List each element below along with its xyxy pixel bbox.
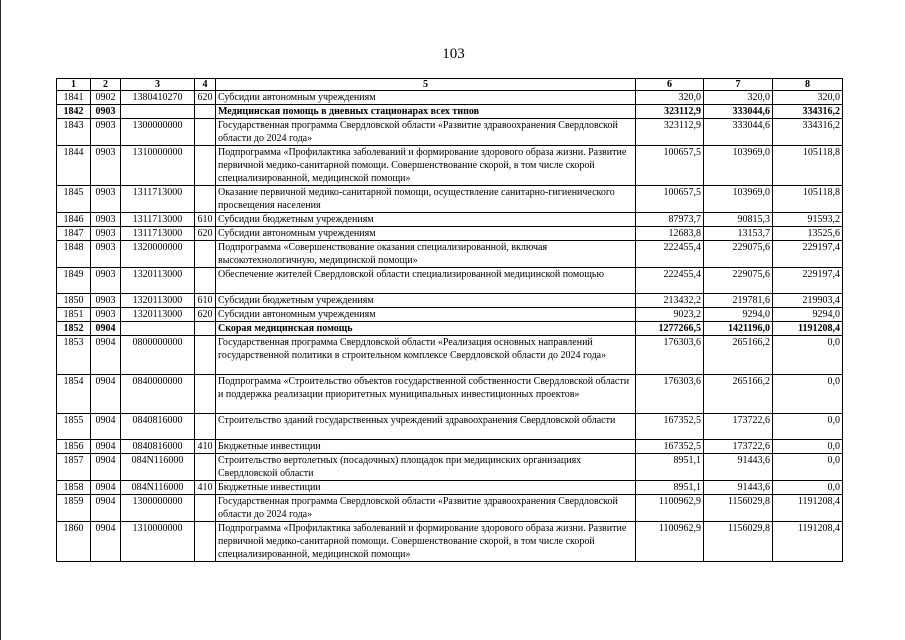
item-name: Бюджетные инвестиции [216,481,636,495]
amount-year-2: 13153,7 [704,227,773,241]
amount-year-1: 320,0 [636,91,704,105]
amount-year-1: 176303,6 [636,336,704,375]
row-number: 1842 [57,105,91,119]
amount-year-2: 229075,6 [704,268,773,294]
expense-type-code: 620 [195,308,216,322]
section-code: 0904 [91,375,121,414]
amount-year-3: 229197,4 [773,241,843,268]
item-name: Строительство вертолетных (посадочных) площадок при медицинских организациях Свердловской области [216,454,636,481]
amount-year-1: 1100962,9 [636,522,704,562]
row-number: 1852 [57,322,91,336]
section-code: 0903 [91,308,121,322]
table-row [57,91,843,105]
amount-year-1: 1100962,9 [636,495,704,522]
amount-year-1: 176303,6 [636,375,704,414]
amount-year-2: 229075,6 [704,241,773,268]
amount-year-1: 222455,4 [636,268,704,294]
amount-year-1: 167352,5 [636,440,704,454]
amount-year-3: 91593,2 [773,213,843,227]
column-header: 7 [704,79,773,91]
amount-year-2: 265166,2 [704,375,773,414]
amount-year-3: 0,0 [773,336,843,375]
expense-type-code [195,119,216,146]
expense-type-code: 610 [195,213,216,227]
amount-year-3: 0,0 [773,481,843,495]
column-header: 4 [195,79,216,91]
item-name: Бюджетные инвестиции [216,440,636,454]
amount-year-2: 333044,6 [704,105,773,119]
expense-type-code: 410 [195,481,216,495]
target-article-code: 084N116000 [121,454,195,481]
target-article-code: 1380410270 [121,91,195,105]
target-article-code: 1300000000 [121,495,195,522]
section-code: 0903 [91,268,121,294]
amount-year-2: 173722,6 [704,414,773,440]
section-code: 0902 [91,91,121,105]
item-name: Строительство зданий государственных учреждений здравоохранения Свердловской области [216,414,636,440]
amount-year-1: 100657,5 [636,186,704,213]
section-code: 0903 [91,105,121,119]
amount-year-2: 103969,0 [704,146,773,186]
row-number: 1856 [57,440,91,454]
expense-type-code: 610 [195,294,216,308]
target-article-code: 1320113000 [121,268,195,294]
amount-year-3: 334316,2 [773,119,843,146]
target-article-code: 1320000000 [121,241,195,268]
row-number: 1847 [57,227,91,241]
expense-type-code [195,241,216,268]
item-name: Подпрограмма «Строительство объектов государственной собственности Свердловской области и поддержка реализации приоритетных муниципальных инвестиционных проектов» [216,375,636,414]
expense-type-code: 410 [195,440,216,454]
amount-year-2: 219781,6 [704,294,773,308]
row-number: 1851 [57,308,91,322]
amount-year-2: 320,0 [704,91,773,105]
section-code: 0903 [91,146,121,186]
row-number: 1855 [57,414,91,440]
amount-year-2: 91443,6 [704,454,773,481]
target-article-code: 1320113000 [121,308,195,322]
column-header: 1 [57,79,91,91]
amount-year-3: 1191208,4 [773,522,843,562]
amount-year-2: 1421196,0 [704,322,773,336]
table-row [57,481,843,495]
row-number: 1853 [57,336,91,375]
amount-year-1: 323112,9 [636,105,704,119]
table-header-row [57,79,843,91]
target-article-code: 1320113000 [121,294,195,308]
row-number: 1841 [57,91,91,105]
amount-year-3: 105118,8 [773,146,843,186]
section-code: 0903 [91,119,121,146]
item-name: Субсидии автономным учреждениям [216,308,636,322]
column-header: 5 [216,79,636,91]
item-name: Субсидии бюджетным учреждениям [216,213,636,227]
section-code: 0904 [91,440,121,454]
amount-year-1: 222455,4 [636,241,704,268]
amount-year-3: 0,0 [773,440,843,454]
amount-year-1: 323112,9 [636,119,704,146]
table-row [57,414,843,440]
amount-year-2: 333044,6 [704,119,773,146]
expense-type-code [195,336,216,375]
item-name: Субсидии автономным учреждениям [216,227,636,241]
target-article-code: 1310000000 [121,146,195,186]
row-number: 1845 [57,186,91,213]
expense-type-code [195,268,216,294]
amount-year-2: 1156029,8 [704,495,773,522]
column-header: 3 [121,79,195,91]
target-article-code: 084N116000 [121,481,195,495]
row-number: 1849 [57,268,91,294]
amount-year-1: 9023,2 [636,308,704,322]
section-code: 0904 [91,454,121,481]
item-name: Государственная программа Свердловской области «Реализация основных направлений государственной политики в строительном комплексе Свердловской области до 2024 года» [216,336,636,375]
item-name: Скорая медицинская помощь [216,322,636,336]
table-row [57,146,843,186]
target-article-code: 1310000000 [121,522,195,562]
target-article-code: 1311713000 [121,213,195,227]
column-header: 6 [636,79,704,91]
expense-type-code: 620 [195,91,216,105]
section-code: 0904 [91,322,121,336]
row-number: 1846 [57,213,91,227]
item-name: Обеспечение жителей Свердловской области специализированной медицинской помощью [216,268,636,294]
table-row [57,336,843,375]
amount-year-1: 167352,5 [636,414,704,440]
expense-type-code [195,454,216,481]
table-row [57,268,843,294]
expense-type-code [195,495,216,522]
expense-type-code [195,375,216,414]
table-row [57,308,843,322]
row-number: 1843 [57,119,91,146]
item-name: Субсидии бюджетным учреждениям [216,294,636,308]
amount-year-2: 91443,6 [704,481,773,495]
expense-type-code [195,105,216,119]
item-name: Субсидии автономным учреждениям [216,91,636,105]
amount-year-1: 87973,7 [636,213,704,227]
target-article-code: 0840816000 [121,440,195,454]
column-header: 2 [91,79,121,91]
section-code: 0904 [91,481,121,495]
target-article-code [121,105,195,119]
item-name: Подпрограмма «Профилактика заболеваний и формирование здорового образа жизни. Развитие первичной медико-санитарной помощи. Совершенствование скорой, в том числе скорой специализированной, медицинской помощи» [216,146,636,186]
table-row [57,241,843,268]
amount-year-3: 1191208,4 [773,322,843,336]
amount-year-3: 229197,4 [773,268,843,294]
table-row [57,322,843,336]
expense-type-code [195,522,216,562]
column-header: 8 [773,79,843,91]
amount-year-2: 9294,0 [704,308,773,322]
table-row [57,119,843,146]
section-code: 0903 [91,213,121,227]
amount-year-1: 12683,8 [636,227,704,241]
row-number: 1850 [57,294,91,308]
budget-table [56,78,843,562]
section-code: 0903 [91,186,121,213]
amount-year-3: 320,0 [773,91,843,105]
row-number: 1844 [57,146,91,186]
table-row [57,186,843,213]
expense-type-code [195,414,216,440]
expense-type-code [195,322,216,336]
target-article-code [121,322,195,336]
amount-year-3: 0,0 [773,375,843,414]
amount-year-2: 103969,0 [704,186,773,213]
item-name: Подпрограмма «Профилактика заболеваний и формирование здорового образа жизни. Развитие первичной медико-санитарной помощи. Совершенствование скорой, в том числе скорой специализированной, медицинской помощи» [216,522,636,562]
target-article-code: 0840000000 [121,375,195,414]
table-row [57,227,843,241]
row-number: 1859 [57,495,91,522]
amount-year-3: 219903,4 [773,294,843,308]
amount-year-3: 9294,0 [773,308,843,322]
amount-year-3: 0,0 [773,414,843,440]
amount-year-1: 100657,5 [636,146,704,186]
amount-year-2: 90815,3 [704,213,773,227]
item-name: Государственная программа Свердловской области «Развитие здравоохранения Свердловской области до 2024 года» [216,495,636,522]
amount-year-1: 213432,2 [636,294,704,308]
target-article-code: 1311713000 [121,186,195,213]
target-article-code: 0840816000 [121,414,195,440]
section-code: 0904 [91,336,121,375]
amount-year-3: 13525,6 [773,227,843,241]
amount-year-2: 265166,2 [704,336,773,375]
row-number: 1858 [57,481,91,495]
item-name: Государственная программа Свердловской области «Развитие здравоохранения Свердловской области до 2024 года» [216,119,636,146]
section-code: 0903 [91,241,121,268]
amount-year-3: 105118,8 [773,186,843,213]
item-name: Медицинская помощь в дневных стационарах всех типов [216,105,636,119]
row-number: 1854 [57,375,91,414]
table-row [57,294,843,308]
table-row [57,375,843,414]
amount-year-3: 1191208,4 [773,495,843,522]
table-row [57,213,843,227]
amount-year-3: 0,0 [773,454,843,481]
section-code: 0904 [91,414,121,440]
row-number: 1860 [57,522,91,562]
table-row [57,105,843,119]
table-row [57,454,843,481]
row-number: 1848 [57,241,91,268]
target-article-code: 1300000000 [121,119,195,146]
amount-year-3: 334316,2 [773,105,843,119]
section-code: 0904 [91,495,121,522]
item-name: Подпрограмма «Совершенствование оказания специализированной, включая высокотехнологичную, медицинской помощи» [216,241,636,268]
amount-year-1: 8951,1 [636,481,704,495]
row-number: 1857 [57,454,91,481]
amount-year-2: 173722,6 [704,440,773,454]
section-code: 0904 [91,522,121,562]
expense-type-code [195,146,216,186]
target-article-code: 1311713000 [121,227,195,241]
expense-type-code: 620 [195,227,216,241]
expense-type-code [195,186,216,213]
amount-year-1: 1277266,5 [636,322,704,336]
table-row [57,440,843,454]
amount-year-2: 1156029,8 [704,522,773,562]
page-number: 103 [442,46,465,62]
item-name: Оказание первичной медико-санитарной помощи, осуществление санитарно-гигиенического просвещения населения [216,186,636,213]
section-code: 0903 [91,227,121,241]
target-article-code: 0800000000 [121,336,195,375]
table-row [57,495,843,522]
table-row [57,522,843,562]
section-code: 0903 [91,294,121,308]
table-body [57,91,843,562]
amount-year-1: 8951,1 [636,454,704,481]
